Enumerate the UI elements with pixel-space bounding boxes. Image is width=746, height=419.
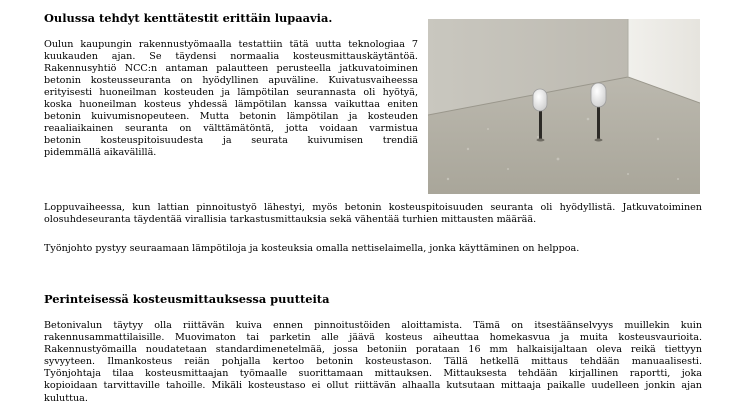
text-line: olosuhdeseuranta täydentää virallisia tarkastusmittauksia sekä vähentää turhien mittausten määrää. (44, 214, 537, 226)
text-line: erityisesti huoneilman kosteuden ja lämpötilan seurannasta oli hyötyä, (44, 87, 418, 99)
paragraph-field-tests (44, 39, 418, 159)
text-line: Betonivalun täytyy olla riittävän kuiva ennen pinnoitustöiden aloittamista. Tämä on itsestäänselvyys muillekin kuin (44, 320, 702, 331)
text-line: rakennusammattilaisille. Muovimaton tai parketin alle jäävä kosteus aiheuttaa homekasvua ja muita kosteusvaurioita. (44, 332, 702, 344)
text-line: Rakennusyhtiö NCC:n antaman palautteen perusteella jatkuvatoiminen (44, 63, 418, 75)
paragraph-traditional-measurement (44, 320, 702, 405)
text-line: kopioidaan tarvittaville tahoille. Mikäli kosteustaso ei ollut riittävän alhaalla kutsutaan mittaaja paikalle uudelleen jonkin ajan (44, 380, 702, 392)
text-line: betonin kosteuspitoisuudesta ja seurata kuivumisen trendiä (44, 135, 418, 147)
text-line: Työnjohtaja tilaa kosteusmittaajan työmaalle suorittamaan mittauksen. Mittauksesta tehdään kirjallinen raportti, joka (44, 368, 702, 380)
text-line: kuluttua. (44, 392, 88, 404)
text-line: syvyyteen. Ilmankosteus reiän pohjalla kertoo betonin kosteustason. Tällä hetkellä mittaus tehdään manuaalisesti. (44, 356, 702, 368)
text-line: Rakennustyömailla noudatetaan standardimenetelmää, jossa betoniin porataan 16 mm halkaisijaltaan oleva reikä tiettyyn (44, 344, 702, 356)
text-line: Työnjohto pystyy seuraamaan lämpötiloja ja kosteuksia omalla nettiselaimella, jonka käyttäminen on helppoa. (44, 243, 580, 254)
text-line: kuukauden ajan. Se täydensi normaalia kosteusmittauskäytäntöä. (44, 51, 418, 63)
text-line: betonin kuivumisnopeuteen. Mutta betonin lämpötilan ja kosteuden (44, 111, 418, 123)
text-line: koska huoneilman kosteus yhdessä lämpötilan kanssa vaikuttaa eniten (44, 99, 418, 111)
section-heading-field-tests: Oulussa tehdyt kenttätestit erittäin lupaavia. (44, 11, 333, 25)
paragraph-supervision (44, 243, 702, 255)
paragraph-final-phase (44, 202, 702, 226)
text-line: Loppuvaiheessa, kun lattian pinnoitustyö lähestyi, myös betonin kosteuspitoisuuden seuranta oli hyödyllistä. Jatkuvatoiminen (44, 202, 702, 213)
text-line: betonin kosteusseuranta on hyödyllinen apuväline. Kuivatusvaiheessa (44, 75, 418, 87)
concrete-sensor-photo (428, 19, 700, 194)
text-line: pidemmällä aikavälillä. (44, 147, 157, 159)
text-line: reaaliaikainen seuranta on välttämätöntä, jotta voidaan varmistua (44, 123, 418, 135)
section-heading-traditional-measurement: Perinteisessä kosteusmittauksessa puutteita (44, 292, 330, 306)
text-line: Oulun kaupungin rakennustyömaalla testattiin tätä uutta teknologiaa 7 (44, 39, 418, 50)
